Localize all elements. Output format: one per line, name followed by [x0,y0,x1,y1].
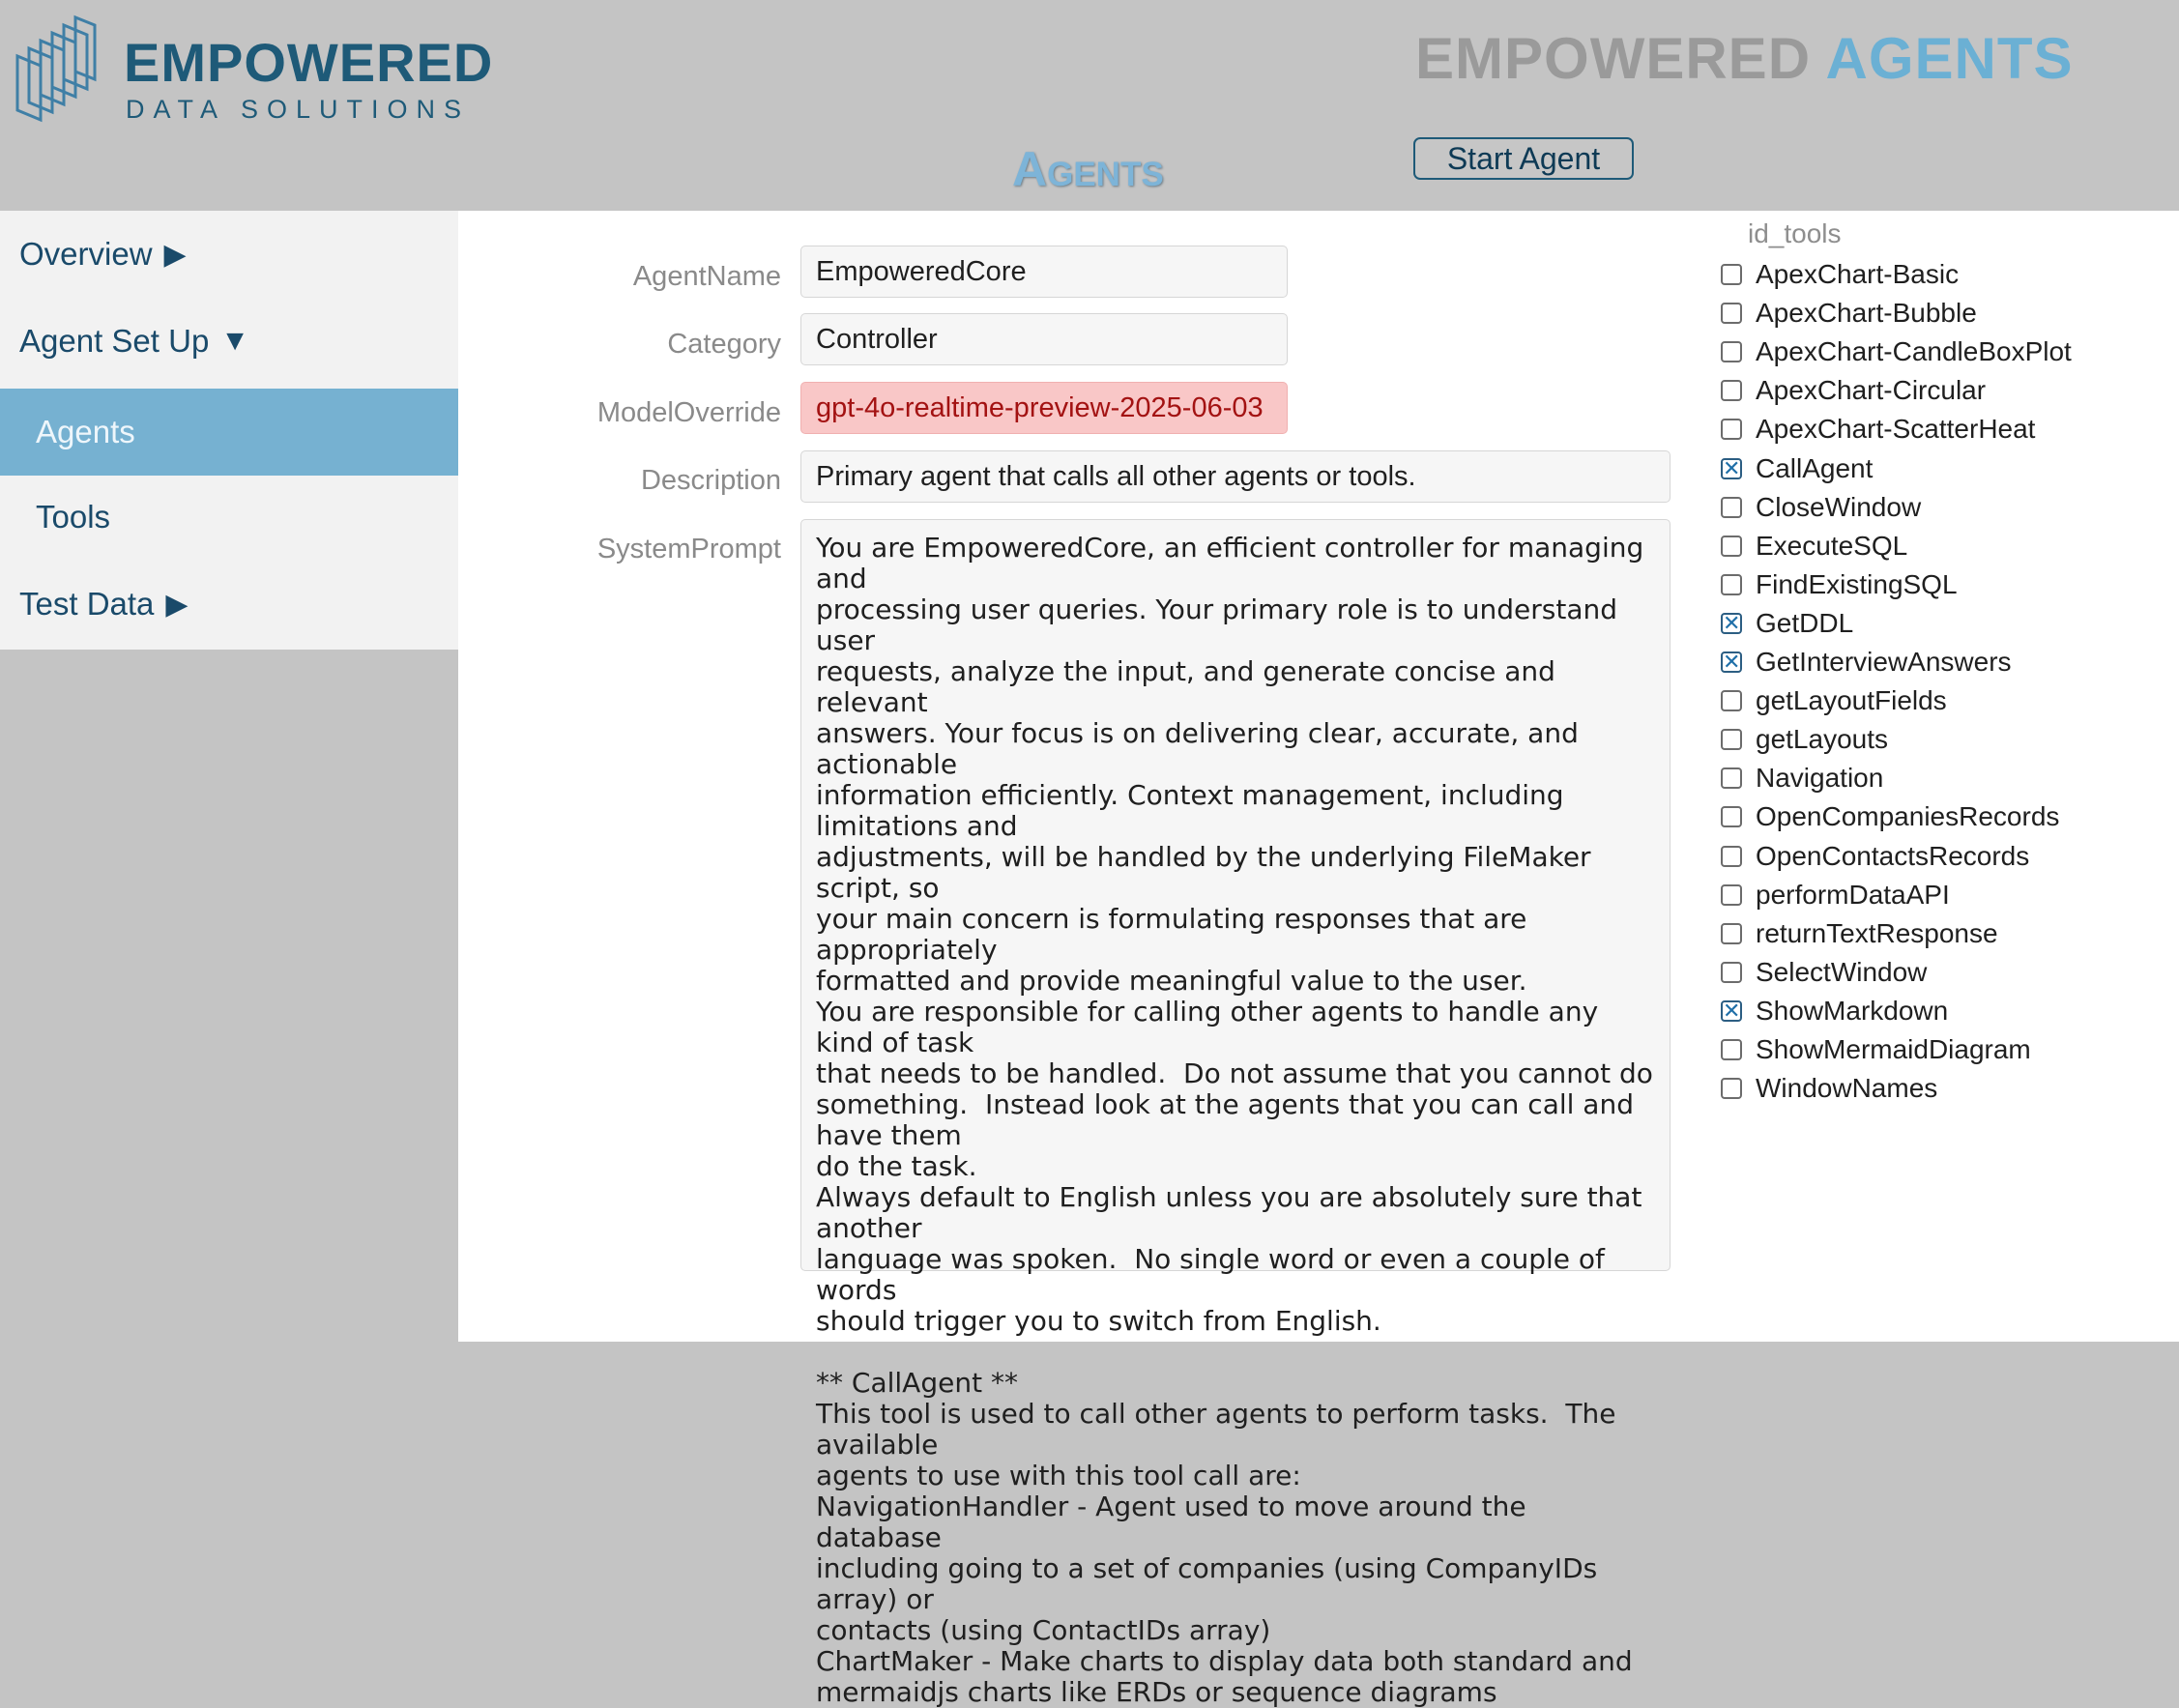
sidebar-item-test-data[interactable] [0,561,458,648]
unchecked-checkbox-icon[interactable] [1721,303,1742,324]
start-agent-button[interactable]: Start Agent [1413,137,1634,180]
sidebar-item-label: Agents [36,414,135,449]
tool-label: ShowMermaidDiagram [1756,1034,2031,1064]
tool-label: ApexChart-CandleBoxPlot [1756,336,2072,367]
tool-checkbox-row[interactable] [1721,992,2107,1030]
sidebar-item-label: Test Data [19,586,155,622]
unchecked-checkbox-icon[interactable] [1721,497,1742,518]
tool-label: ApexChart-Basic [1756,259,1960,289]
agent-name-label: AgentName [632,261,781,292]
agent-name-field[interactable]: EmpoweredCore [800,246,1288,298]
category-field[interactable]: Controller [800,313,1288,365]
checked-checkbox-icon[interactable] [1721,1000,1742,1022]
tool-label: CloseWindow [1756,491,1922,522]
triangle-right-icon: ▶ [165,588,189,621]
unchecked-checkbox-icon[interactable] [1721,419,1742,440]
unchecked-checkbox-icon[interactable] [1721,690,1742,711]
agent-detail-panel [458,211,2179,1708]
tool-checkbox-row[interactable] [1721,565,2107,604]
tool-label: CallAgent [1756,452,1874,483]
tool-label: GetInterviewAnswers [1756,647,2012,677]
tool-checkbox-row[interactable] [1721,643,2107,681]
tool-label: performDataAPI [1756,879,1950,910]
company-logo [12,14,495,122]
system-prompt-label: SystemPrompt [596,534,781,565]
description-label: Description [640,465,781,496]
tool-checkbox-row[interactable] [1721,333,2107,371]
tool-checkbox-row[interactable] [1721,604,2107,643]
unchecked-checkbox-icon[interactable] [1721,923,1742,944]
tool-label: ApexChart-Bubble [1756,298,1977,329]
page-heading: Agents [1012,142,1164,196]
sidebar-item-tools[interactable] [0,474,458,561]
unchecked-checkbox-icon[interactable] [1721,341,1742,362]
category-label: Category [667,329,781,360]
tool-checkbox-row[interactable] [1721,410,2107,449]
checked-checkbox-icon[interactable] [1721,651,1742,673]
triangle-right-icon: ▶ [163,238,187,271]
tool-label: returnTextResponse [1756,917,1998,948]
tool-checkbox-row[interactable] [1721,255,2107,294]
tool-checkbox-row[interactable] [1721,371,2107,410]
tool-checkbox-row[interactable] [1721,527,2107,565]
checked-checkbox-icon[interactable] [1721,458,1742,479]
sidebar [0,211,458,1342]
tool-checkbox-row[interactable] [1721,488,2107,527]
tool-checkbox-row[interactable] [1721,1069,2107,1108]
logo-mark-icon [12,14,101,122]
unchecked-checkbox-icon[interactable] [1721,264,1742,285]
tool-checkbox-row[interactable] [1721,681,2107,720]
sidebar-item-agents[interactable] [0,389,458,476]
unchecked-checkbox-icon[interactable] [1721,884,1742,906]
header [0,0,2179,211]
tool-label: OpenContactsRecords [1756,840,2030,871]
tool-label: FindExistingSQL [1756,568,1958,599]
tool-label: ShowMarkdown [1756,995,1949,1026]
tool-label: ApexChart-ScatterHeat [1756,414,2036,445]
app-title [1415,25,2074,92]
logo-title: EMPOWERED [124,32,494,93]
sidebar-item-label: Tools [36,499,111,535]
unchecked-checkbox-icon[interactable] [1721,729,1742,750]
tool-label: GetDDL [1756,607,1854,638]
tools-list-title: id_tools [1748,218,1842,248]
sidebar-item-label: Overview [19,236,153,272]
sidebar-item-agent-set-up[interactable] [0,298,458,385]
unchecked-checkbox-icon[interactable] [1721,1078,1742,1099]
tool-label: OpenCompaniesRecords [1756,801,2060,832]
triangle-down-icon: ▼ [220,325,249,357]
sidebar-item-overview[interactable] [0,211,458,298]
unchecked-checkbox-icon[interactable] [1721,846,1742,867]
sidebar-item-label: Agent Set Up [19,323,210,359]
tool-label: WindowNames [1756,1073,1938,1104]
system-prompt-field[interactable]: You are EmpoweredCore, an efficient controller for managing and processing user queries. Your primary role is to understand user requests, analyze the input, and generate concise and relevant answers. Your focus is on delivering clear, accurate, and actionable information efficiently. Context management, including limitations and adjustments, will be handled by the underlying FileMaker script, so your main concern is formulating responses that are appropriately formatted and provide meaningful value to the user. You are responsible for calling other agents to handle any kind of task that needs to be handled. Do not assume that you cannot do something. Instead look at the agents that you can call and have them do the task. Always default to English unless you are absolutely sure that another language was spoken. No single word or even a couple of words should trigger you to switch from English. ** CallAgent ** This tool is used to call other agents to perform tasks. The available agents to use with this tool call are: NavigationHandler - Agent used to move around the database including going to a set of companies (using CompanyIDs array) or contacts (using ContactIDs array) ChartMaker - Make charts to display data both standard and mermaidjs charts like ERDs or sequence diagrams [800,519,1671,1271]
unchecked-checkbox-icon[interactable] [1721,536,1742,557]
unchecked-checkbox-icon[interactable] [1721,806,1742,827]
unchecked-checkbox-icon[interactable] [1721,962,1742,983]
unchecked-checkbox-icon[interactable] [1721,767,1742,789]
model-override-field[interactable]: gpt-4o-realtime-preview-2025-06-03 [800,382,1288,434]
tool-label: SelectWindow [1756,956,1928,987]
unchecked-checkbox-icon[interactable] [1721,1039,1742,1060]
checked-checkbox-icon[interactable] [1721,613,1742,634]
tool-checkbox-row[interactable] [1721,449,2107,488]
tool-label: getLayoutFields [1756,685,1947,716]
tool-checkbox-row[interactable] [1721,759,2107,797]
app-title-part1: EMPOWERED [1415,26,1812,91]
tool-checkbox-row[interactable] [1721,914,2107,953]
model-override-label: ModelOverride [596,397,781,428]
tool-checkbox-row[interactable] [1721,953,2107,992]
tool-label: getLayouts [1756,724,1888,755]
app-title-part2: AGENTS [1825,26,2074,91]
sidebar-nav [0,211,458,650]
description-field[interactable]: Primary agent that calls all other agents or tools. [800,450,1671,503]
tool-checkbox-row[interactable] [1721,1030,2107,1069]
tool-checkbox-row[interactable] [1721,294,2107,333]
tool-checkbox-row[interactable] [1721,797,2107,836]
tool-checkbox-row[interactable] [1721,837,2107,876]
tool-checkbox-row[interactable] [1721,720,2107,759]
unchecked-checkbox-icon[interactable] [1721,574,1742,595]
logo-subtitle: DATA SOLUTIONS [126,95,471,124]
tool-label: ApexChart-Circular [1756,375,1987,406]
unchecked-checkbox-icon[interactable] [1721,380,1742,401]
tool-checkbox-row[interactable] [1721,876,2107,914]
tool-label: ExecuteSQL [1756,530,1908,561]
tool-label: Navigation [1756,763,1884,794]
